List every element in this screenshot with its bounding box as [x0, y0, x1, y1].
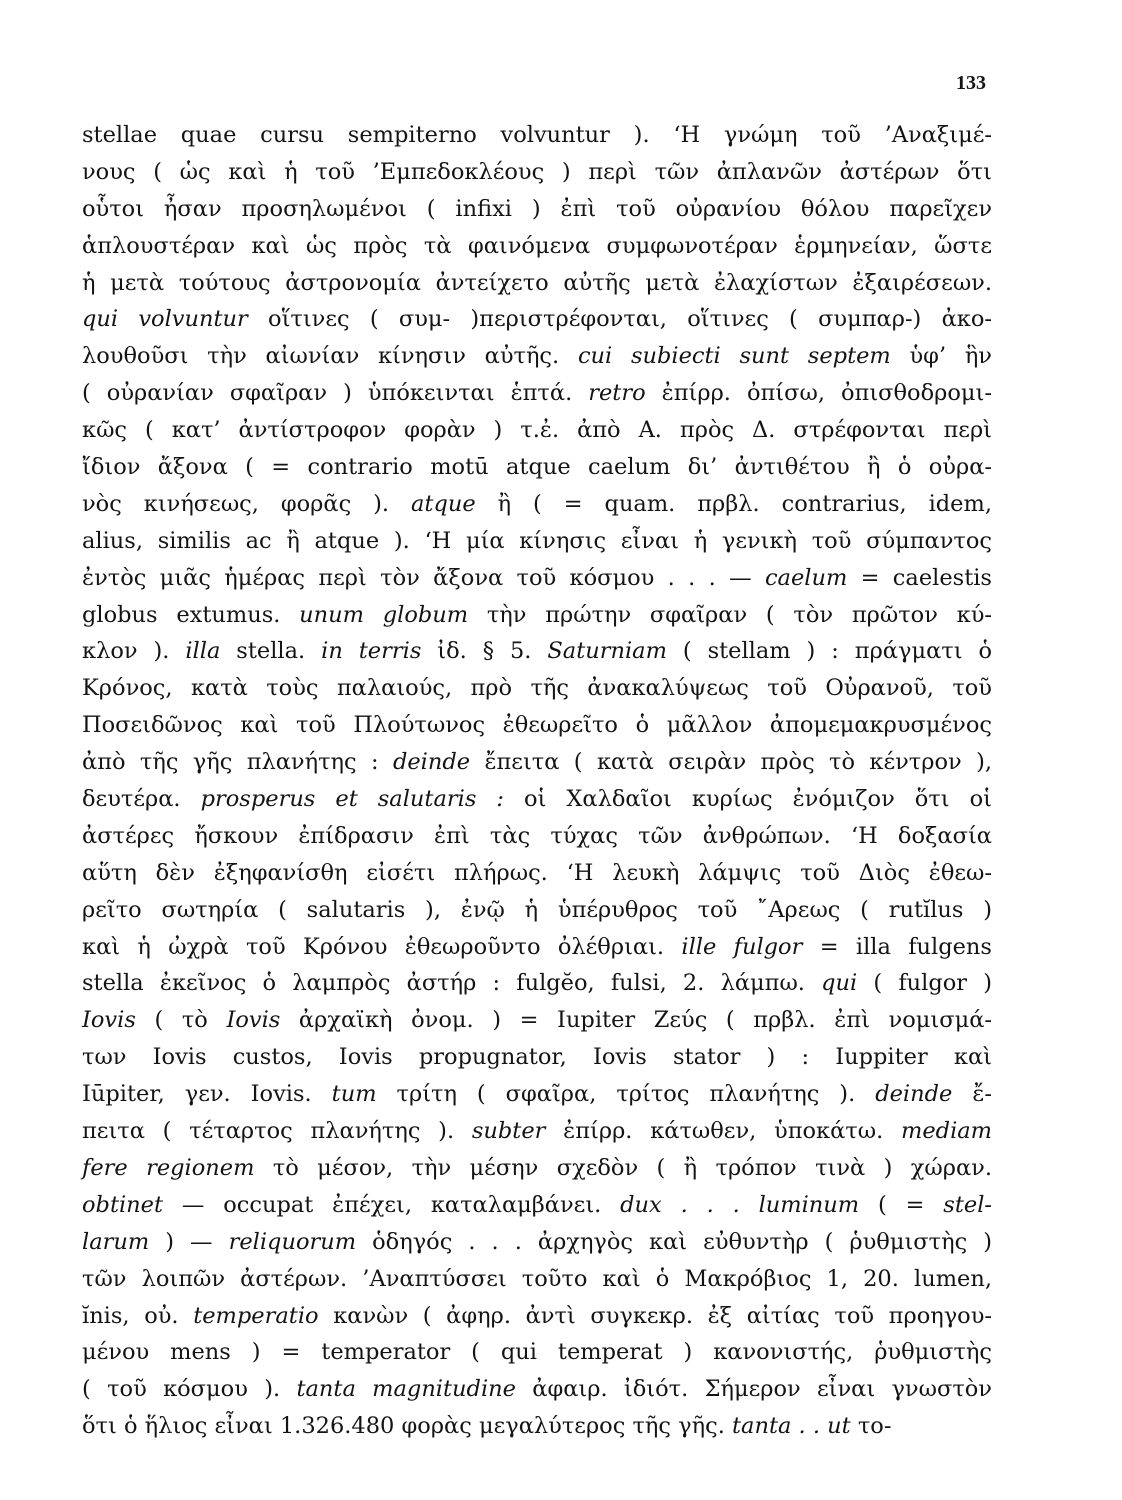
text-line	[82, 1261, 992, 1298]
italic-lemma: in terris	[321, 638, 422, 665]
italic-lemma: Iovis	[226, 1007, 281, 1034]
text-segment: νὸς κινήσεως, φορᾶς ).	[82, 490, 411, 517]
text-segment: — occupat ἐπέχει, καταλαμβάνει.	[163, 1191, 621, 1218]
text-line	[82, 523, 992, 560]
text-segment: = illa fulgens	[802, 933, 992, 960]
text-line	[82, 1371, 992, 1408]
text-line	[82, 412, 992, 449]
page-number: 133	[956, 72, 986, 94]
text-line	[82, 375, 992, 412]
text-line	[82, 1113, 992, 1150]
text-line	[82, 191, 992, 228]
text-segment: ἡ μετὰ τούτους ἀστρονομία ἀντείχετο αὐτῆς μετὰ ἐλαχίστων ἐξαιρέσεων.	[82, 269, 992, 296]
text-segment: ἔπειτα ( κατὰ σειρὰν πρὸς τὸ κέντρον ),	[470, 749, 993, 776]
text-segment: alius, similis ac ἢ atque ). ‘Η μία κίνησις εἶναι ἡ γενικὴ τοῦ σύμπαντος	[82, 527, 992, 554]
italic-lemma: stel-	[943, 1191, 992, 1218]
text-line	[82, 338, 992, 375]
text-segment: οὗτοι ἦσαν προσηλωμένοι ( infixi ) ἐπὶ τοῦ οὐρανίου θόλου παρεῖχεν	[82, 195, 992, 222]
text-segment: τρίτη ( σφαῖρα, τρίτος πλανήτης ).	[376, 1081, 876, 1108]
text-line	[82, 1334, 992, 1371]
text-segment: ἰδ. § 5.	[421, 638, 548, 665]
text-line	[82, 1150, 992, 1187]
text-line	[82, 707, 992, 744]
text-line	[82, 1076, 992, 1113]
text-segment: τὸ μέσον, τὴν μέσην σχεδὸν ( ἢ τρόπον τινὰ ) χώραν.	[254, 1154, 992, 1181]
text-segment: πειτα ( τέταρτος πλανήτης ).	[82, 1118, 472, 1145]
text-segment: νους ( ὡς καὶ ἡ τοῦ ’Εμπεδοκλέους ) περὶ τῶν ἀπλανῶν ἀστέρων ὅτι	[82, 158, 992, 185]
italic-lemma: unum globum	[299, 601, 469, 628]
text-segment: κῶς ( κατ’ ἀντίστροφον φορὰν ) τ.ἐ. ἀπὸ Α. πρὸς Δ. στρέφονται περὶ	[82, 417, 992, 444]
italic-lemma: ille fulgor	[681, 933, 803, 960]
text-segment: ἁπλουστέραν καὶ ὡς πρὸς τὰ φαινόμενα συμφωνοτέραν ἑρμηνείαν, ὥστε	[82, 232, 992, 259]
italic-lemma: tum	[331, 1081, 377, 1108]
italic-lemma: qui	[821, 970, 858, 997]
text-segment: οἱ Χαλδαῖοι κυρίως ἐνόμιζον ὅτι οἱ	[503, 786, 992, 813]
text-line	[82, 1039, 992, 1076]
text-line	[82, 965, 992, 1002]
text-segment: Iūpiter, γεν. Iovis.	[82, 1081, 332, 1108]
text-segment: των Iovis custos, Iovis propugnator, Iovis stator ) : Iuppiter καὶ	[82, 1044, 992, 1071]
italic-lemma: illa	[185, 638, 221, 665]
text-line	[82, 117, 992, 154]
text-segment: ἀπὸ τῆς γῆς πλανήτης :	[82, 749, 393, 776]
text-segment: globus extumus.	[82, 601, 300, 628]
text-line	[82, 818, 992, 855]
text-segment: ( τοῦ κόσμου ).	[82, 1376, 297, 1403]
text-line	[82, 1408, 992, 1445]
text-segment: ἢ ( = quam. πρβλ. contrarius, idem,	[475, 490, 992, 517]
text-segment: ἐπίρρ. ὀπίσω, ὀπισθοδρομι-	[645, 380, 992, 407]
italic-lemma: Iovis	[82, 1007, 136, 1034]
text-segment: ὅτι ὁ ἥλιος εἶναι 1.326.480 φορὰς μεγαλύτερος τῆς γῆς.	[82, 1413, 732, 1440]
italic-lemma: atque	[411, 490, 476, 517]
text-line	[82, 301, 992, 338]
text-segment: ( =	[859, 1191, 944, 1218]
text-segment: ἐπίρρ. κάτωθεν, ὑποκάτω.	[545, 1118, 902, 1145]
text-segment: ( τὸ	[135, 1007, 227, 1034]
text-segment: Κρόνος, κατὰ τοὺς παλαιούς, πρὸ τῆς ἀνακαλύψεως τοῦ Οὐρανοῦ, τοῦ	[82, 675, 992, 702]
text-line	[82, 228, 992, 265]
italic-lemma: cui subiecti sunt septem	[577, 343, 891, 370]
text-line	[82, 1187, 992, 1224]
italic-lemma: subter	[471, 1118, 546, 1145]
text-line	[82, 892, 992, 929]
text-segment: τὴν πρώτην σφαῖραν ( τὸν πρῶτον κύ-	[468, 601, 992, 628]
text-line	[82, 449, 992, 486]
text-segment: = caelestis	[847, 564, 992, 591]
text-segment: κανὼν ( ἀφηρ. ἀντὶ συγκεκρ. ἐξ αἰτίας τοῦ προηγου-	[318, 1302, 992, 1329]
body-text	[82, 117, 992, 1445]
text-line	[82, 1224, 992, 1261]
text-segment: ὑφ’ ἣν	[890, 343, 992, 370]
text-segment: ĭnis, οὐ.	[82, 1302, 194, 1329]
italic-lemma: temperatio	[193, 1302, 319, 1329]
text-line	[82, 633, 992, 670]
text-segment: stella ἐκεῖνος ὁ λαμπρὸς ἀστήρ : fulgĕo, fulsi, 2. λάμπω.	[82, 970, 822, 997]
italic-lemma: mediam	[901, 1118, 993, 1145]
text-line	[82, 1298, 992, 1335]
text-line	[82, 670, 992, 707]
text-line	[82, 929, 992, 966]
italic-lemma: dux . . . luminum	[620, 1191, 860, 1218]
text-segment: μένου mens ) = temperator ( qui temperat ) κανονιστής, ῥυθμιστὴς	[82, 1339, 992, 1366]
text-segment: ) —	[149, 1228, 229, 1255]
italic-lemma: deinde	[392, 749, 471, 776]
text-line	[82, 855, 992, 892]
text-segment: δευτέρα.	[82, 786, 201, 813]
text-line	[82, 154, 992, 191]
italic-lemma: reliquorum	[228, 1228, 357, 1255]
text-segment: ἔ-	[952, 1081, 992, 1108]
text-segment: ρεῖτο σωτηρία ( salutaris ), ἐνῷ ἡ ὑπέρυθρος τοῦ ῎Αρεως ( rutĭlus )	[82, 896, 992, 923]
text-line	[82, 265, 992, 302]
text-segment: stellae quae cursu sempiterno volvuntur ). ‘Η γνώμη τοῦ ’Αναξιμέ-	[82, 122, 992, 148]
text-segment: το-	[850, 1413, 892, 1440]
italic-lemma: tanta . . ut	[732, 1413, 851, 1440]
text-segment: ( οὐρανίαν σφαῖραν ) ὑπόκεινται ἑπτά.	[82, 380, 589, 407]
text-line	[82, 744, 992, 781]
text-line	[82, 486, 992, 523]
text-segment: ( stellam ) : πράγματι ὁ	[666, 638, 993, 665]
text-segment: ὁδηγός . . . ἀρχηγὸς καὶ εὐθυντὴρ ( ῥυθμιστὴς )	[356, 1228, 993, 1255]
text-segment: Ποσειδῶνος καὶ τοῦ Πλούτωνος ἐθεωρεῖτο ὁ μᾶλλον ἀπομεμακρυσμένος	[82, 712, 992, 739]
italic-lemma: caelum	[764, 564, 848, 591]
text-segment: ἀρχαϊκὴ ὀνομ. ) = Iupiter Ζεύς ( πρβλ. ἐπὶ νομισμά-	[280, 1007, 992, 1034]
italic-lemma: obtinet	[82, 1191, 164, 1218]
text-segment: αὕτη δὲν ἐξηφανίσθη εἰσέτι πλήρως. ‘Η λευκὴ λάμψις τοῦ Διὸς ἐθεω-	[82, 859, 992, 886]
text-segment: ἐντὸς μιᾶς ἡμέρας περὶ τὸν ἄξονα τοῦ κόσμου . . . —	[82, 564, 765, 591]
text-segment: τῶν λοιπῶν ἀστέρων. ’Αναπτύσσει τοῦτο καὶ ὁ Μακρόβιος 1, 20. lumen,	[82, 1265, 992, 1292]
text-line	[82, 781, 992, 818]
text-segment: ( fulgor )	[857, 970, 993, 997]
text-segment: ἀστέρες ἤσκουν ἐπίδρασιν ἐπὶ τὰς τύχας τῶν ἀνθρώπων. ‘Η δοξασία	[82, 822, 992, 849]
italic-lemma: prosperus et salutaris :	[200, 786, 504, 813]
text-line	[82, 1002, 992, 1039]
italic-lemma: Saturniam	[547, 638, 667, 665]
italic-lemma: retro	[588, 380, 646, 407]
text-line	[82, 597, 992, 634]
text-line	[82, 560, 992, 597]
italic-lemma: fere regionem	[82, 1154, 255, 1181]
text-segment: λουθοῦσι τὴν αἰωνίαν κίνησιν αὐτῆς.	[82, 343, 578, 370]
text-segment: stella.	[220, 638, 322, 665]
text-segment: κλον ).	[82, 638, 186, 665]
text-segment: ἀφαιρ. ἰδιότ. Σήμερον εἶναι γνωστὸν	[515, 1376, 992, 1403]
italic-lemma: qui volvuntur	[82, 306, 248, 333]
text-segment: ἴδιον ἄξονα ( = contrario motū atque caelum δι’ ἀντιθέτου ἢ ὁ οὐρα-	[82, 454, 992, 481]
text-segment: οἵτινες ( συμ- )περιστρέφονται, οἵτινες ( συμπαρ-) ἀκο-	[247, 306, 992, 333]
italic-lemma: tanta magnitudine	[296, 1376, 516, 1403]
italic-lemma: deinde	[875, 1081, 953, 1108]
italic-lemma: larum	[82, 1228, 150, 1255]
text-segment: καὶ ἡ ὠχρὰ τοῦ Κρόνου ἐθεωροῦντο ὀλέθριαι.	[82, 933, 682, 960]
